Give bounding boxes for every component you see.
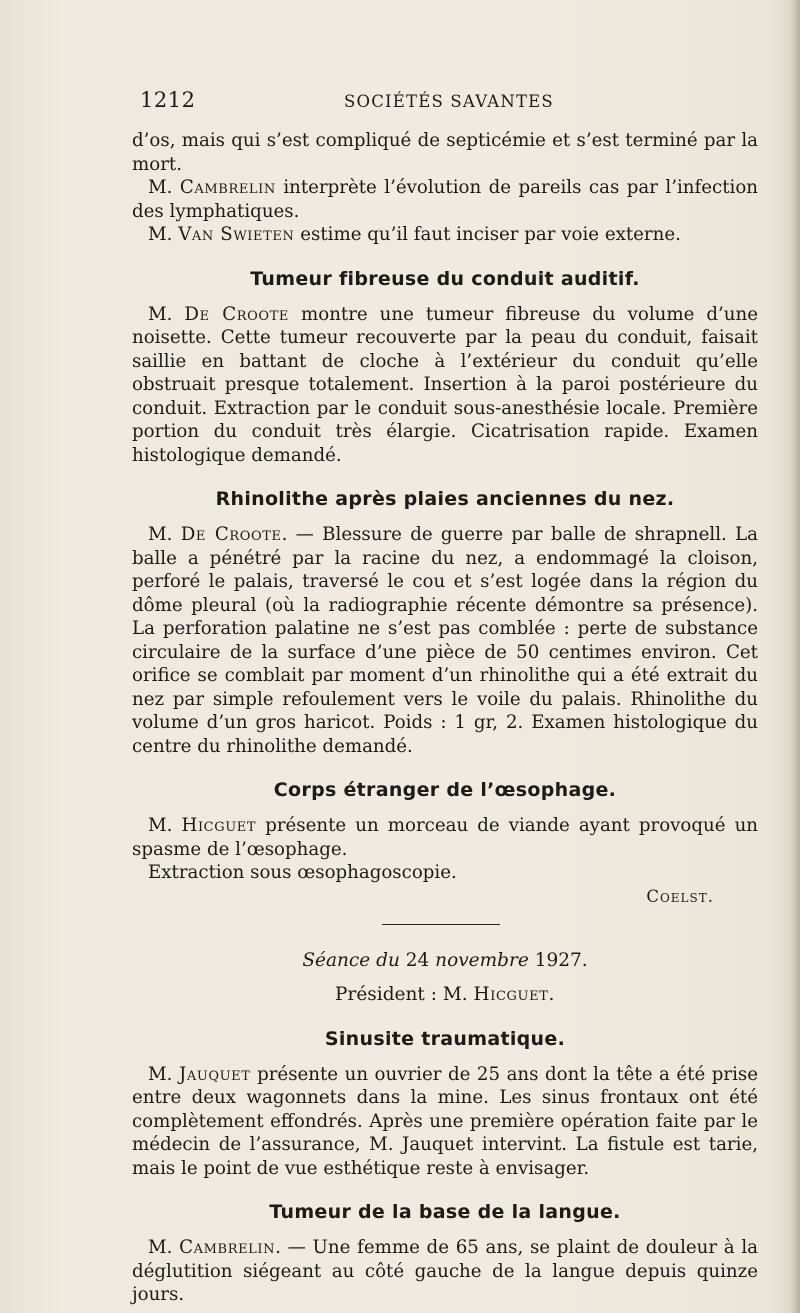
person-name: Cambrelin	[179, 1237, 276, 1258]
running-title: SOCIÉTÉS SAVANTES	[344, 92, 554, 111]
paragraph-cambrelin: M. Cambrelin interprète l’évolution de pareils cas par l’infection des lymphatiques.	[132, 177, 758, 222]
separator-rule	[382, 924, 500, 925]
section-title-tumeur-fibreuse: Tumeur fibreuse du conduit auditif.	[250, 267, 640, 290]
person-name: Cambrelin	[179, 177, 276, 198]
signature: Coelst.	[646, 886, 714, 906]
section-body-corps-etranger: M. Hicguet présente un morceau de viande ayant provoqué un spasme de l’œsophage.	[132, 815, 759, 860]
section-body-rhinolithe: M. De Croote. — Blessure de guerre par balle de shrapnell. La balle a pénétré par la racine du nez, a endommagé la cloison, perforé le palais, traversé le cou et s’est logée dans la région du dôme pleural (où la radiographie récente démontre sa présence). La perforation palatine ne s’est pas comblée : perte de substance circulaire de la surface d’une pièce de 50 centimes environ. Cet orifice se comblait par moment d’un rhinolithe qui a été extrait du nez par simple refoulement vers le voile du palais. Rhinolithe du volume d’un gros haricot. Poids : 1 gr, 2. Examen histologique du centre du rhinolithe demandé.	[132, 524, 759, 757]
page-content	[132, 86, 758, 1307]
section-title-tumeur-langue: Tumeur de la base de la langue.	[269, 1201, 621, 1223]
section-body-tumeur-langue: M. Cambrelin. — Une femme de 65 ans, se plaint de douleur à la déglutition siégeant au côté gauche de la langue depuis quinze jours.	[132, 1237, 759, 1305]
section-title-corps-etranger: Corps étranger de l’œsophage.	[273, 779, 617, 801]
seance-date: Séance du 24 novembre 1927.	[302, 949, 588, 971]
person-name: Van Swieten	[178, 224, 295, 245]
section-body-sinusite: M. Jauquet présente un ouvrier de 25 ans dont la tête a été prise entre deux wagonnets dans la mine. Les sinus frontaux ont été complètement effondrés. Après une première opération faite par le médecin de l’assurance, M. Jauquet intervint. La fistule est tarie, mais le point de vue esthétique reste à envisager.	[132, 1063, 758, 1179]
paragraph-van-swieten: M. Van Swieten estime qu’il faut inciser par voie externe.	[148, 224, 681, 245]
section-body-tumeur-fibreuse: M. De Croote montre une tumeur fibreuse du volume d’une noisette. Cette tumeur recouverte par la peau du conduit, faisait saillie en battant de cloche à l’extérieur du conduit qu’elle obstruait presque totalement. Insertion à la paroi postérieure du conduit. Extraction par le conduit sous-anesthésie locale. Première portion du conduit très élargie. Cicatrisation rapide. Examen histologique demandé.	[132, 303, 758, 466]
person-name: Jauquet	[178, 1063, 251, 1085]
section-body-extraction: Extraction sous œsophagoscopie.	[148, 862, 457, 883]
page-edge-shadow	[790, 0, 800, 1313]
person-name: Hicguet	[181, 815, 257, 836]
president-line: Président : M. Hicguet.	[335, 983, 555, 1005]
paragraph-continued: d’os, mais qui s’est compliqué de septicémie et s’est terminé par la mort.	[132, 130, 758, 175]
person-name: Hicguet.	[473, 983, 555, 1005]
page-header	[132, 86, 758, 120]
page-number: 1212	[140, 88, 196, 112]
section-title-sinusite: Sinusite traumatique.	[324, 1027, 566, 1050]
section-title-rhinolithe: Rhinolithe après plaies anciennes du nez.	[215, 488, 675, 510]
person-name: De Croote	[180, 524, 282, 545]
person-name: De Croote	[184, 303, 290, 325]
